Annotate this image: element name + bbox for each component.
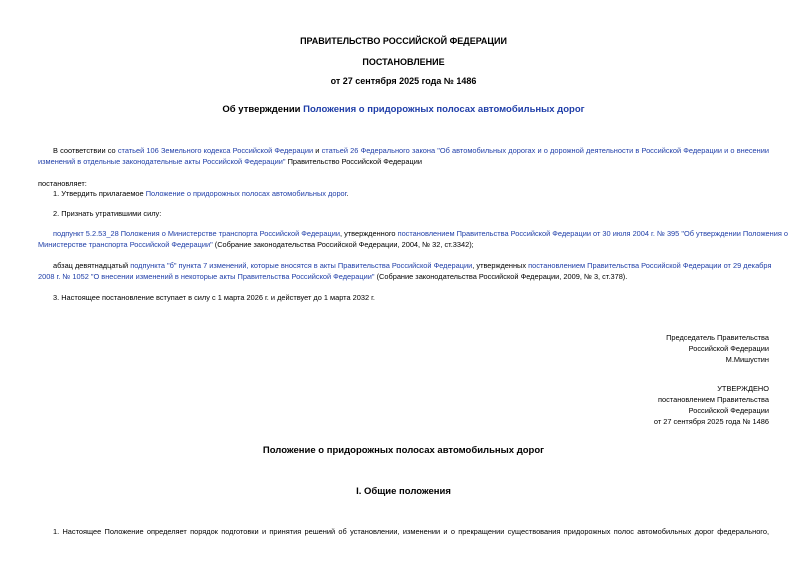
preamble-line-1 xyxy=(38,145,769,156)
subitem-1-line-2 xyxy=(38,239,769,250)
government-heading: ПРАВИТЕЛЬСТВО РОССИЙСКОЙ ФЕДЕРАЦИИ xyxy=(300,36,507,46)
clause-1-line-1: 1. Настоящее Положение определяет порядок подготовки и принятия решений об установлении, изменении и о прекращении существования придорожных полос автомобильных дорог федерального, xyxy=(53,527,769,536)
subitem-2-text: (Собрание законодательства Российской Федерации, 2009, № 3, ст.378). xyxy=(374,272,628,281)
preamble-text: В соответствии со xyxy=(53,146,118,155)
decides-line: постановляет: xyxy=(38,179,87,188)
approval-by: постановлением Правительства xyxy=(658,395,769,404)
resolution-1052-link[interactable]: постановлением Правительства Российской Федерации от 29 декабря xyxy=(528,261,772,270)
signature-name: М.Мишустин xyxy=(725,355,769,364)
date-number-heading: от 27 сентября 2025 года № 1486 xyxy=(330,76,477,86)
resolution-1052-link-cont[interactable]: 2008 г. № 1052 "О внесении изменений в некоторые акты Правительства Российской Федерации" xyxy=(38,272,375,281)
land-code-article-link[interactable]: статьей 106 Земельного кодекса Российской Федерации xyxy=(117,146,314,155)
federal-law-article-link[interactable]: статьей 26 Федерального закона "Об автомобильных дорогах и о дорожной деятельности в Российской Федерации и о внесении xyxy=(321,146,769,155)
document-title-prefix: Об утверждении xyxy=(222,104,304,115)
document-type-heading: ПОСТАНОВЛЕНИЕ xyxy=(362,57,445,67)
resolution-395-link-cont[interactable]: Министерстве транспорта Российской Федерации" xyxy=(38,240,213,249)
section-heading: I. Общие положения xyxy=(356,486,451,497)
resolution-395-link[interactable]: постановлением Правительства Российской Федерации от 30 июля 2004 г. № 395 "Об утверждении Положения о xyxy=(397,229,788,238)
approval-country: Российской Федерации xyxy=(688,406,769,415)
item-3: 3. Настоящее постановление вступает в силу с 1 марта 2026 г. и действует до 1 марта 2032 г. xyxy=(53,293,375,302)
federal-law-article-link-cont[interactable]: изменений в отдельные законодательные акты Российской Федерации" xyxy=(38,157,286,166)
subitem-2-line-2 xyxy=(38,271,769,282)
item-1-text: . xyxy=(346,189,349,198)
subitem-2-text: абзац девятнадцатый xyxy=(53,261,131,270)
subitem-2-text: , утвержденных xyxy=(472,261,529,270)
item-1-text: 1. Утвердить прилагаемое xyxy=(53,189,146,198)
preamble-line-2 xyxy=(38,156,769,167)
amendments-paragraph-link[interactable]: подпункта "б" пункта 7 изменений, которые вносятся в акты Правительства Российской Федерации xyxy=(130,261,473,270)
regulation-title: Положение о придорожных полосах автомобильных дорог xyxy=(262,445,545,456)
approval-label: УТВЕРЖДЕНО xyxy=(717,384,769,393)
document-title-link[interactable]: Положения о придорожных полосах автомобильных дорог xyxy=(303,104,585,115)
subitem-2-line-1 xyxy=(38,260,772,271)
item-2: 2. Признать утратившими силу: xyxy=(53,209,162,218)
subitem-1-text: (Собрание законодательства Российской Федерации, 2004, № 32, ст.3342); xyxy=(212,240,474,249)
signature-position: Председатель Правительства xyxy=(666,333,769,342)
preamble-text: и xyxy=(313,146,322,155)
ministry-regulation-subitem-link[interactable]: подпункт 5.2.53_28 Положения о Министерстве транспорта Российской Федерации xyxy=(53,229,340,238)
signature-country: Российской Федерации xyxy=(688,344,769,353)
subitem-1-line-1 xyxy=(38,228,788,239)
regulation-link[interactable]: Положение о придорожных полосах автомобильных дорог xyxy=(145,189,347,198)
approval-date: от 27 сентября 2025 года № 1486 xyxy=(653,417,769,426)
preamble-text: Правительство Российской Федерации xyxy=(285,157,422,166)
item-1 xyxy=(53,188,769,199)
subitem-1-text: , утвержденного xyxy=(339,229,398,238)
document-title xyxy=(0,104,807,115)
